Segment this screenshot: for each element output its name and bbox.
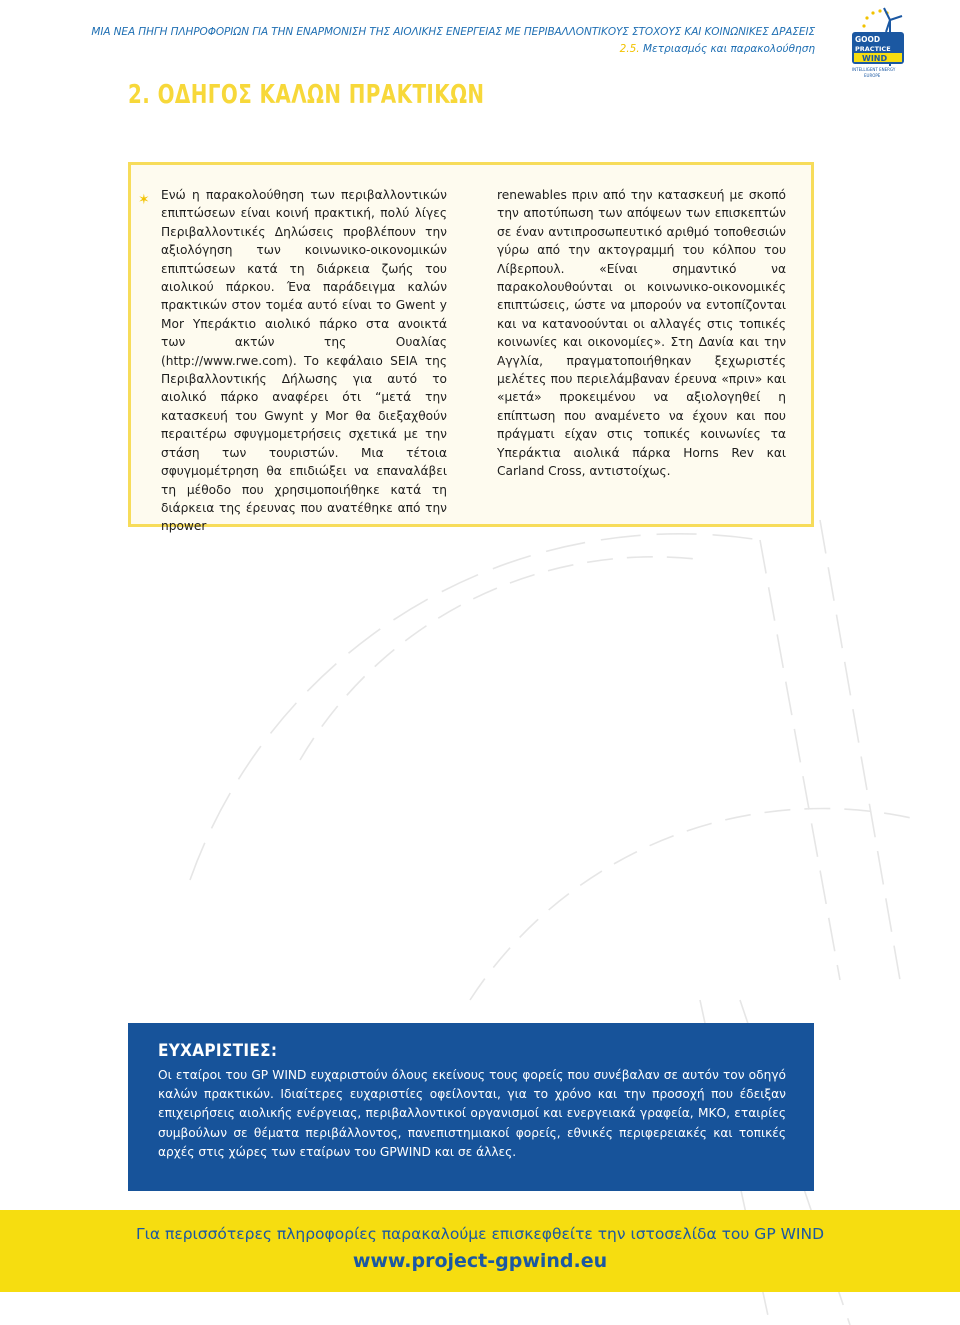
gp-wind-logo [840,6,920,78]
footer-band [0,1210,960,1292]
star-icon: ✶ [138,192,150,208]
logo-stars-icon [862,9,888,27]
logo-text-good: GOOD [855,35,881,44]
header-section-number: 2.5. [619,43,640,55]
practice-text-left-column: Ενώ η παρακολούθηση των περιβαλλοντικών επιπτώσεων είναι κοινή πρακτική, πολύ λίγες Περιβαλλοντικές Δηλώσεις προβλέπουν την αξιολόγηση των κοινωνικο-οικονομικών επιπτώσεων κατά τη διάρκεια ζωής του αιολικού πάρκου. Ένα παράδειγμα καλών πρακτικών στον τομέα αυτό είναι το Gwent y Mor Υπεράκτιο αιολικό πάρκο στα ανοικτά των ακτών της Ουαλίας (http://www.rwe.com). Το κεφάλαιο SEIA της Περιβαλλοντικής Δήλωσης για αυτό το αιολικό πάρκο αναφέρει ότι “μετά την κατασκευή του Gwynt y Mor θα διεξαχθούν περαιτέρω σφυγμομετρήσεις σχετικά με την στάση των τουριστών. Μια τέτοια σφυγμομέτρηση θα επιδιώξει να επαναλάβει τη μέθοδο που χρησιμοποιήθηκε κατά τη διάρκεια της έρευνας που ανατέθηκε από την npower [161,188,447,534]
header-section [620,43,815,55]
footer-info-text: Για περισσότερες πληροφορίες παρακαλούμε επισκεφθείτε την ιστοσελίδα του GP WIND [135,1225,825,1243]
acknowledgements-text: Οι εταίροι του GP WIND ευχαριστούν όλους εκείνους τους φορείς που συνέβαλαν σε αυτόν τον οδηγό καλών πρακτικών. Ιδιαίτερες ευχαριστίες οφείλονται, για το χρόνο και την προσοχή που έδειξαν επιχειρήσεις αιολικής ενέργειας, περιβαλλοντικοί οργανισμοί και ενεργειακά γραφεία, ΜΚΟ, εταιρίες συμβούλων σε θέματα περιβάλλοντος, πανεπιστημιακοί φορείς, εθνικές περιφερειακές και τοπικές αρχές στις χώρες των εταίρων του GPWIND και σε άλλες. [158,1068,786,1159]
header-publication-title: ΜΙΑ ΝΕΑ ΠΗΓΗ ΠΛΗΡΟΦΟΡΙΩΝ ΓΙΑ ΤΗΝ ΕΝΑΡΜΟΝΙΣΗ ΤΗΣ ΑΙΟΛΙΚΗΣ ΕΝΕΡΓΕΙΑΣ ΜΕ ΠΕΡΙΒΑΛΛΟΝΤΙΚΟΥΣ ΣΤΟΧΟΥΣ ΚΑΙ ΚΟΙΝΩΝΙΚΕΣ ΔΡΑΣΕΙΣ [91,26,815,38]
acknowledgements-box [128,1023,814,1191]
logo-subtext: INTELLIGENT ENERGY [852,67,896,72]
practice-text-right-column: renewables πριν από την κατασκευή με σκοπό την αποτύπωση των απόψεων των επισκεπτών σε έναν αντιπροσωπευτικό αριθμό τοποθεσιών γύρω από την ακτογραμμή του κόλπου του Λίβερπουλ. «Είναι σημαντικό να παρακολουθούνται οι κοινωνικο-οικονομικές επιπτώσεις, ώστε να μπορούν να εντοπίζονται και να κατανοούνται οι αλλαγές στις τοπικές κοινωνίες και οικονομίες». Στη Δανία και την Αγγλία, πραγματοποιήθηκαν ξεχωριστές μελέτες που περιελάμβαναν έρευνα «πριν» και «μετά» προκειμένου να αξιολογηθεί η επίπτωση που αναμένετο να έχουν και που πράγματι είχαν στις τοπικές κοινωνίες τα Υπεράκτια αιολικά πάρκα Horns Rev και Carland Cross, αντιστοίχως. [497,188,786,479]
logo-text-wind: WIND [862,54,888,63]
header-section-name: Μετριασμός και παρακολούθηση [643,43,815,55]
logo-subtext-2: EUROPE [864,73,881,78]
section-title: 2. ΟΔΗΓΟΣ ΚΑΛΩΝ ΠΡΑΚΤΙΚΩΝ [128,80,485,110]
logo-text-practice: PRACTICE [855,45,891,53]
footer-website-link[interactable]: www.project-gpwind.eu [352,1250,608,1272]
acknowledgements-title: ΕΥΧΑΡΙΣΤΙΕΣ: [158,1041,278,1061]
